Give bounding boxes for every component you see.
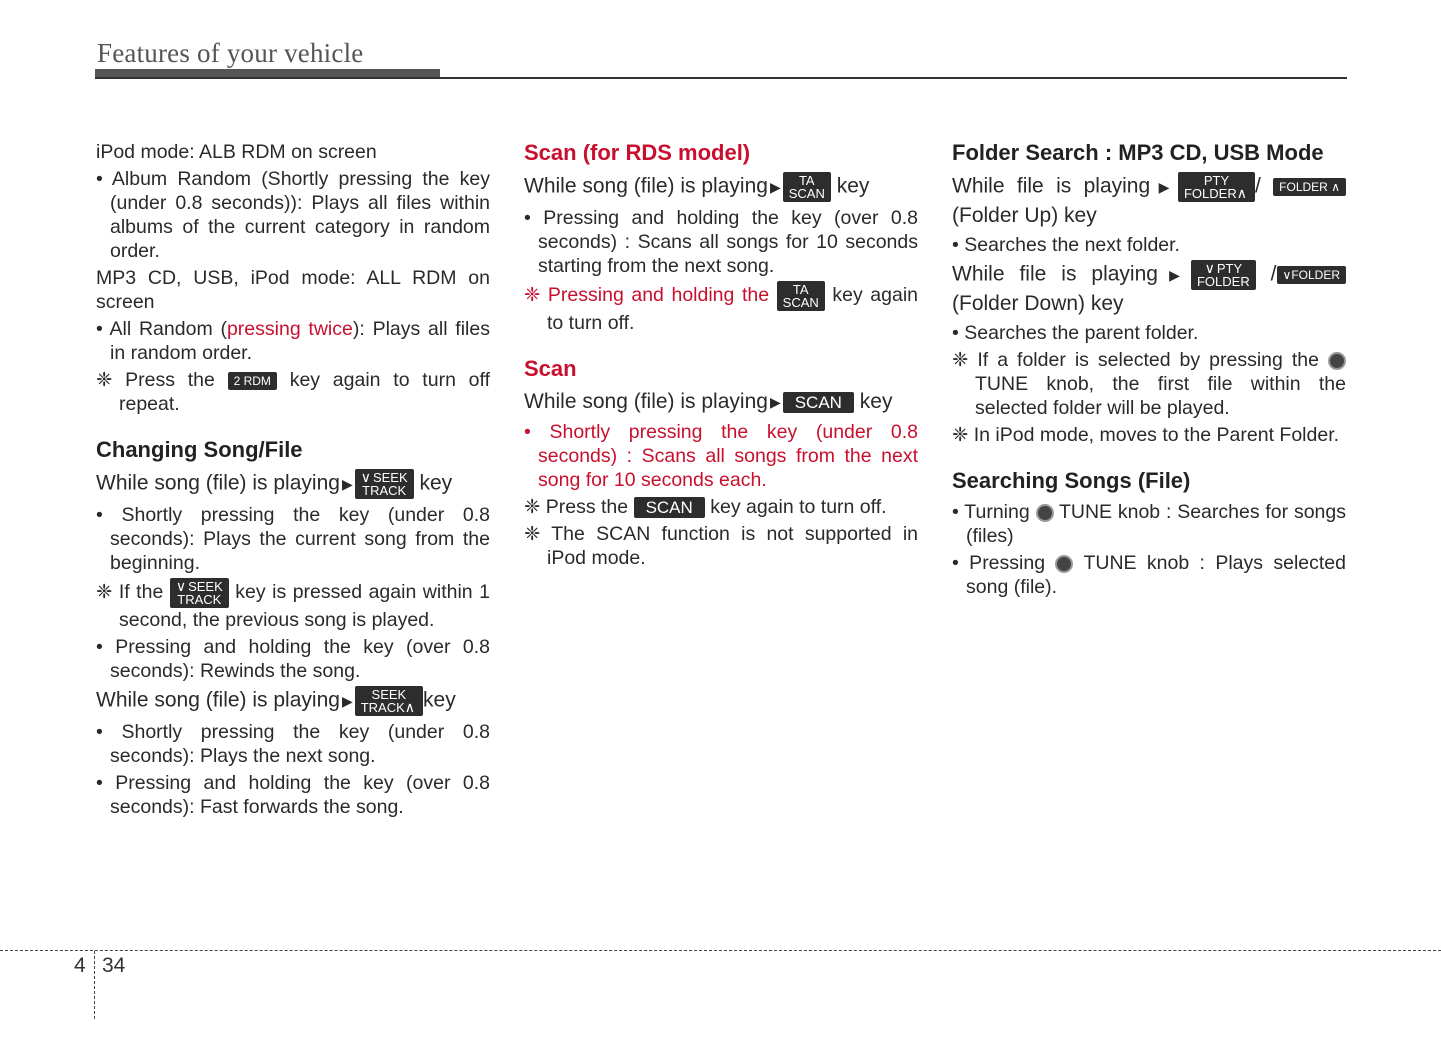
press-scan-note: ❈ Press the SCAN key again to turn off. (524, 495, 887, 518)
searches-parent-folder: • Searches the parent folder. (952, 322, 1199, 344)
changing-song-heading: Changing Song/File (96, 437, 303, 462)
scan-key-inline: SCAN (634, 497, 705, 518)
ta-scan-key-inline: TA SCAN (777, 281, 825, 311)
searching-songs-heading: Searching Songs (File) (952, 468, 1191, 493)
press-rdm-note: ❈ Press the 2 RDM key again to turn off repeat. (96, 369, 490, 415)
scan-key: SCAN (783, 392, 854, 413)
scan-not-supported-note: ❈ The SCAN function is not supported in iPod mode. (524, 522, 918, 569)
seek-track-up-key: SEEK TRACK∧ (355, 686, 423, 716)
folder-up-key: FOLDER ∧ (1273, 178, 1346, 196)
folder-search-heading: Folder Search : MP3 CD, USB Mode (952, 140, 1324, 165)
header-title: Features of your vehicle (97, 38, 364, 68)
while-playing-seek-down: While song (file) is playing ▶ ∨ SEEK TRACK key (96, 469, 453, 498)
while-file-folder-down: While file is playing ▶ ∨ PTY FOLDER / ∨FOLDER(Folder Down) key (952, 260, 1346, 317)
tune-knob-folder-note: ❈ If a folder is selected by pressing the TUNE knob, the first file within the selected folder will be played. (952, 349, 1346, 419)
while-playing-seek-up: While song (file) is playing ▶ SEEK TRACK∧ key (96, 687, 456, 715)
column-left (96, 140, 490, 822)
while-file-folder-up: While file is playing ▶ PTY FOLDER∧ / FOLDER ∧ (Folder Up) key (952, 172, 1346, 229)
footer-vertical-divider (94, 951, 95, 1019)
header-bar (95, 69, 440, 77)
holding-ta-scan-note: ❈ Pressing and holding the TA SCAN key again to turn off. (524, 282, 919, 334)
while-playing-scan: While song (file) is playing ▶ SCAN key (524, 390, 893, 413)
all-rdm-text: MP3 CD, USB, iPod mode: ALL RDM on screen (96, 267, 490, 313)
album-random-bullet: • Album Random (Shortly pressing the key (under 0.8 seconds)): Plays all files within albums of the current category in random order. (96, 168, 490, 262)
rdm-key: 2 RDM (228, 372, 277, 390)
shortly-pressing-bullet-1: • Shortly pressing the key (under 0.8 seconds): Plays the current song from the beginning. (96, 504, 490, 574)
ipod-alb-rdm-text: iPod mode: ALB RDM on screen (96, 141, 377, 163)
folder-down-key: ∨FOLDER (1277, 266, 1346, 284)
pty-folder-down-key: ∨ PTY FOLDER (1191, 260, 1256, 290)
holding-forward-bullet: • Pressing and holding the key (over 0.8 seconds): Fast forwards the song. (96, 772, 490, 818)
pressing-tune-bullet: • Pressing TUNE knob : Plays selected song (file). (952, 552, 1346, 598)
seek-track-down-key-inline: ∨ SEEK TRACK (170, 578, 229, 608)
shortly-scan-bullet: • Shortly pressing the key (under 0.8 seconds) : Scans all songs from the next song for 10 seconds each. (524, 420, 918, 491)
holding-scan-bullet: • Pressing and holding the key (over 0.8 seconds) : Scans all songs for 10 seconds starting from the next song. (524, 207, 918, 277)
column-right (952, 140, 1346, 602)
page-chapter: 4 (74, 954, 86, 977)
page-number: 34 (102, 954, 126, 977)
shortly-pressing-bullet-2: • Shortly pressing the key (under 0.8 seconds): Plays the next song. (96, 721, 490, 767)
pty-folder-up-key: PTY FOLDER∧ (1178, 172, 1255, 202)
ta-scan-key: TA SCAN (783, 172, 831, 202)
footer-divider (0, 950, 1441, 951)
turning-tune-bullet: • Turning TUNE knob : Searches for songs (files) (952, 501, 1346, 547)
tune-knob-icon (1036, 504, 1054, 522)
holding-rewind-bullet: • Pressing and holding the key (over 0.8 seconds): Rewinds the song. (96, 636, 490, 682)
seek-track-down-key: ∨ SEEK TRACK (355, 469, 414, 499)
header-rule (95, 77, 1347, 79)
while-playing-ta-scan: While song (file) is playing ▶ TA SCAN key (524, 173, 870, 201)
column-middle (524, 140, 918, 573)
if-pressed-again-note: ❈ If the ∨ SEEK TRACK key is pressed again within 1 second, the previous song is played. (96, 578, 491, 631)
tune-knob-icon (1055, 555, 1073, 573)
searches-next-folder: • Searches the next folder. (952, 234, 1180, 256)
scan-heading: Scan (524, 356, 577, 381)
ipod-parent-folder-note: ❈ In iPod mode, moves to the Parent Folder. (952, 424, 1340, 446)
scan-rds-heading: Scan (for RDS model) (524, 140, 751, 165)
all-random-bullet: • All Random (pressing twice): Plays all files in random order. (96, 318, 490, 364)
tune-knob-icon (1328, 352, 1346, 370)
